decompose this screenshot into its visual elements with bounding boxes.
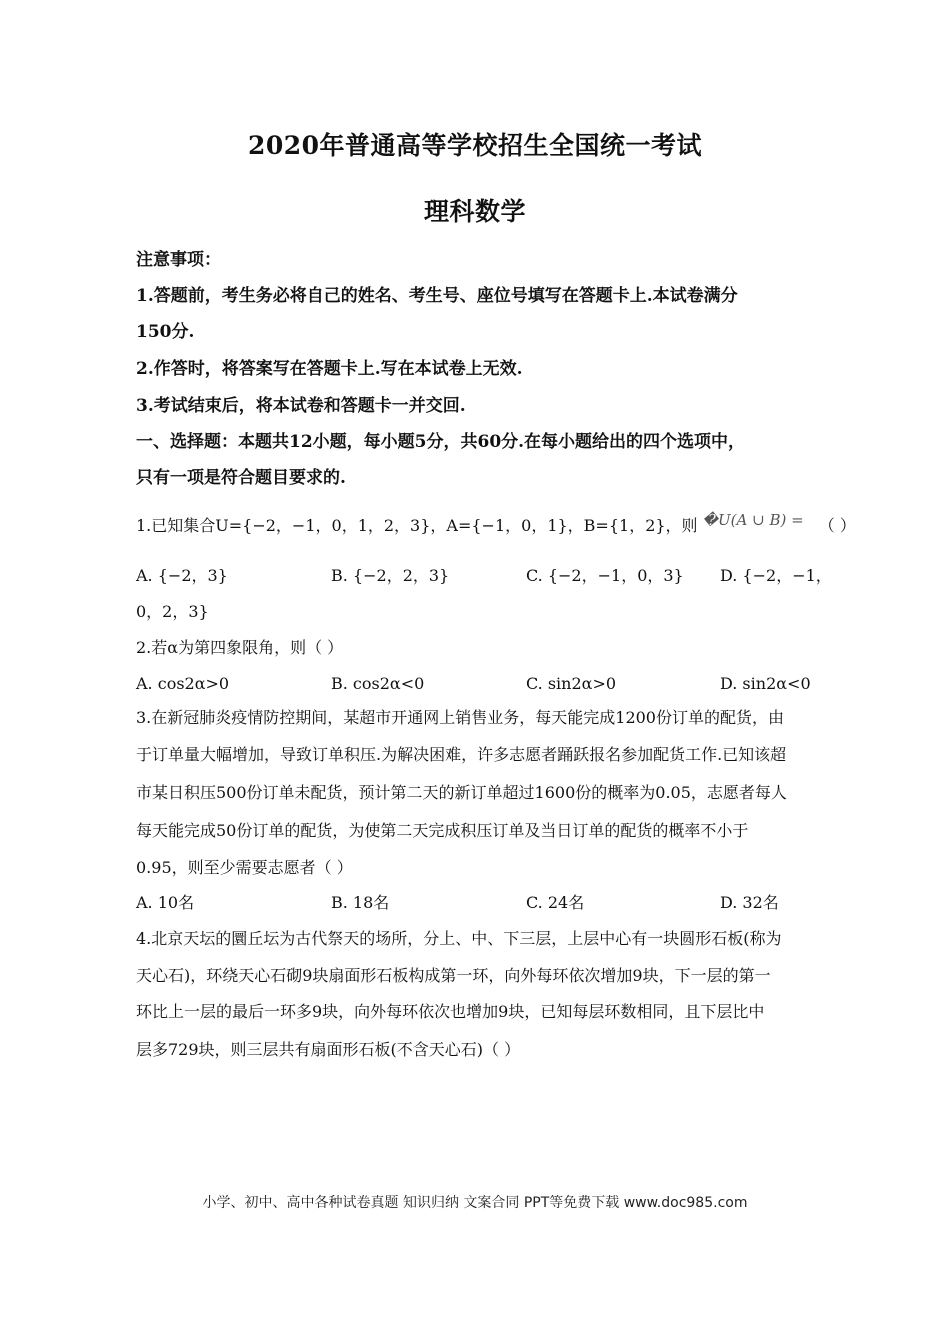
notice-item-2: 2.作答时，将答案写在答题卡上.写在本试卷上无效. (136, 359, 523, 379)
question-2-option-c: C. sin2α>0 (526, 674, 617, 693)
question-1-option-c: C. {−2，−1，0，3} (526, 566, 684, 585)
question-3-option-c: C. 24名 (526, 893, 585, 912)
question-3-option-a: A. 10名 (136, 893, 195, 912)
question-3-line-4: 每天能完成50份订单的配货，为使第二天完成积压订单及当日订单的配货的概率不小于 (136, 821, 749, 840)
question-1-text: 1.已知集合U={−2，−1，0，1，2，3}，A={−1，0，1}，B={1，2}，则 (136, 516, 698, 535)
question-3-option-b: B. 18名 (331, 893, 390, 912)
question-2-option-a: A. cos2α>0 (136, 674, 230, 693)
notice-item-1: 1.答题前，考生务必将自己的姓名、考生号、座位号填写在答题卡上.本试卷满分 (136, 286, 738, 306)
question-2-option-b: B. cos2α<0 (331, 674, 425, 693)
question-1-option-a: A. {−2，3} (136, 566, 228, 585)
question-4-line-4: 层多729块，则三层共有扇面形石板(不含天心石)（ ） (136, 1040, 521, 1059)
question-2-stem: 2.若α为第四象限角，则（ ） (136, 638, 344, 657)
notice-item-1-cont: 150分. (136, 322, 195, 342)
question-3-line-5: 0.95，则至少需要志愿者（ ） (136, 858, 353, 877)
question-4-line-2: 天心石)，环绕天心石砌9块扇面形石板构成第一环，向外每环依次增加9块，下一层的第一 (136, 966, 771, 985)
exam-subject: 理科数学 (423, 197, 526, 226)
question-2-option-d: D. sin2α<0 (720, 674, 811, 693)
notice-item-3: 3.考试结束后，将本试卷和答题卡一并交回. (136, 396, 466, 416)
question-3-option-d: D. 32名 (720, 893, 779, 912)
question-4-line-1: 4.北京天坛的圜丘坛为古代祭天的场所，分上、中、下三层，上层中心有一块圆形石板(称为 (136, 929, 782, 948)
question-1-formula: �U(A ∪ B) = (702, 511, 804, 529)
exam-title: 2020年普通高等学校招生全国统一考试 (247, 131, 703, 160)
question-4-line-3: 环比上一层的最后一环多9块，向外每环依次也增加9块，已知每层环数相同，且下层比中 (136, 1002, 765, 1021)
section-1-intro: 一、选择题：本题共12小题，每小题5分，共60分.在每小题给出的四个选项中， (136, 432, 746, 452)
page-footer: 小学、初中、高中各种试卷真题 知识归纳 文案合同 PPT等免费下载 www.doc985.com (202, 1195, 748, 1211)
question-1-bracket: （ ） (818, 516, 856, 535)
question-1-option-b: B. {−2，2，3} (331, 566, 450, 585)
section-1-intro-cont: 只有一项是符合题目要求的. (136, 468, 346, 488)
question-1-stem (136, 511, 856, 536)
notice-heading: 注意事项： (136, 250, 221, 270)
question-1-option-d-cont: 0，2，3} (136, 602, 209, 621)
question-1-option-d: D. {−2，−1， (720, 566, 832, 585)
question-3-line-1: 3.在新冠肺炎疫情防控期间，某超市开通网上销售业务，每天能完成1200份订单的配货，由 (136, 708, 784, 727)
question-3-line-2: 于订单量大幅增加，导致订单积压.为解决困难，许多志愿者踊跃报名参加配货工作.已知该超 (136, 745, 787, 764)
question-3-line-3: 市某日积压500份订单未配货，预计第二天的新订单超过1600份的概率为0.05，志愿者每人 (136, 783, 787, 802)
